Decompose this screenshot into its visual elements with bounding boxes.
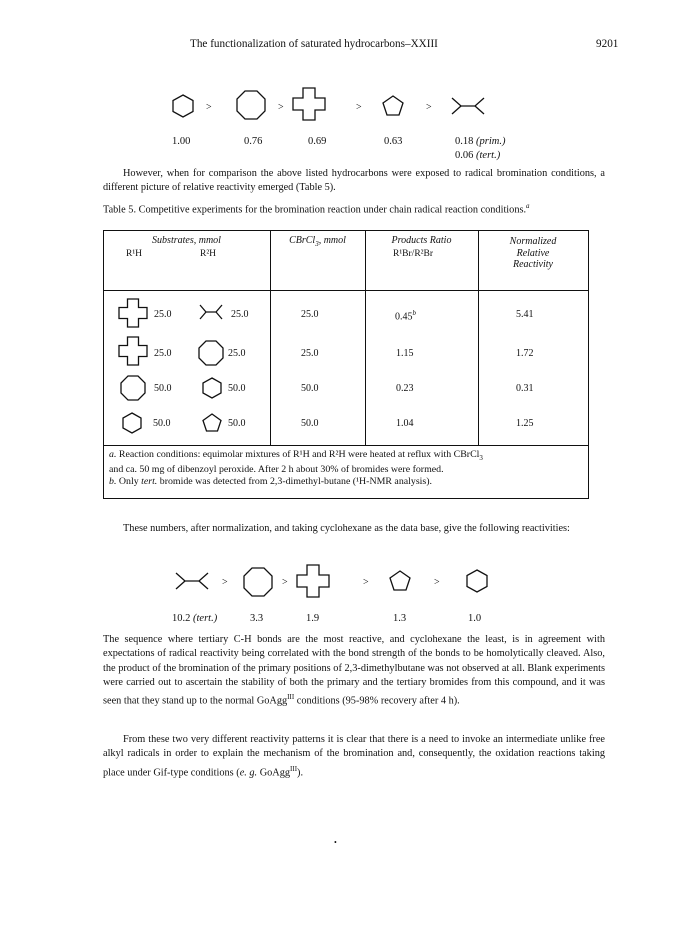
cyclooctane-structure <box>243 567 273 597</box>
table-cell: 5.41 <box>516 309 534 320</box>
greater-than-sign: > <box>356 102 362 113</box>
column-header: Substrates, mmol <box>152 235 221 246</box>
reactivity-value: 1.00 <box>172 136 191 147</box>
footnote-b: b. Only tert. bromide was detected from 2,3-dimethyl-butane (¹H-NMR analysis). <box>109 475 433 487</box>
cyclohexane-structure <box>171 94 195 118</box>
paragraph: From these two very different reactivity patterns it is clear that there is a need to invoke an intermediate unlike free alkyl radicals in order to explain the mechanism of the bromination and, consequently, the oxidation reactions taking place under Gif-type conditions (e. g. GoAgg$^{III}$). <box>103 734 605 779</box>
greater-than-sign: > <box>206 102 212 113</box>
table-cell: 0.23 <box>396 383 414 394</box>
cyclooctane-structure <box>236 90 266 120</box>
cyclohexane-structure <box>465 569 489 593</box>
table-cell: 50.0 <box>154 383 172 394</box>
cyclooctane-structure <box>120 375 146 401</box>
reactivity-value: 0.76 <box>244 136 263 147</box>
reactivity-value: 1.0 <box>468 613 482 624</box>
cyclopentane-structure <box>382 95 404 116</box>
table-footnotes <box>109 449 585 488</box>
column-header: CBrCl$_3$, mmol <box>289 235 346 248</box>
table-rule <box>103 498 589 499</box>
table-rule <box>103 230 589 231</box>
table-cell: 25.0 <box>154 309 172 320</box>
column-header: Products Ratio <box>391 235 452 246</box>
dimethylbutane-structure <box>198 303 224 321</box>
table-rule <box>103 290 589 291</box>
table-rule <box>365 230 366 445</box>
table-cell: 25.0 <box>154 348 172 359</box>
table-cell: 1.04 <box>396 418 414 429</box>
reactivity-value: 0.63 <box>384 136 403 147</box>
page-number: 9201 <box>596 38 619 50</box>
column-header: Normalized Relative Reactivity <box>509 236 557 270</box>
cyclododecane-structure <box>296 564 330 598</box>
dimethylbutane-structure <box>174 570 210 592</box>
table-cell: 1.25 <box>516 418 534 429</box>
table-rule <box>103 445 589 446</box>
reactivity-value: 10.2 (tert.) <box>172 613 218 624</box>
table-cell: 1.72 <box>516 348 534 359</box>
bottom-dot: • <box>334 838 337 847</box>
greater-than-sign: > <box>426 102 432 113</box>
table-cell: 50.0 <box>153 418 171 429</box>
paragraph: However, when for comparison the above listed hydrocarbons were exposed to radical bromination conditions, a different picture of relative reactivity emerged (Table 5). <box>103 168 605 194</box>
footnote-a-cont: and ca. 50 mg of dibenzoyl peroxide. After 2 h about 30% of bromides were formed. <box>109 463 444 475</box>
dimethylbutane-structure <box>450 95 486 117</box>
table-cell: 25.0 <box>301 348 319 359</box>
table-caption: Table 5. Competitive experiments for the bromination reaction under chain radical reaction conditions.$^a$ <box>103 202 530 216</box>
column-subheader: R¹Br/R²Br <box>393 249 434 259</box>
table-cell: 0.31 <box>516 383 534 394</box>
table-cell: 25.0 <box>228 348 246 359</box>
reactivity-value: 0.06 (tert.) <box>455 150 501 161</box>
cyclohexane-structure <box>121 412 143 434</box>
table-cell: 50.0 <box>301 383 319 394</box>
cyclopentane-structure <box>389 570 411 591</box>
table-cell: 25.0 <box>231 309 249 320</box>
table-cell: 0.45$^b$ <box>395 309 416 323</box>
table-cell: 25.0 <box>301 309 319 320</box>
reactivity-value: 0.69 <box>308 136 327 147</box>
cyclopentane-structure <box>202 413 222 432</box>
reactivity-value: 1.9 <box>306 613 320 624</box>
greater-than-sign: > <box>278 102 284 113</box>
greater-than-sign: > <box>282 577 288 588</box>
reactivity-value: 0.18 (prim.) <box>455 136 506 147</box>
table-cell: 50.0 <box>301 418 319 429</box>
reactivity-value: 1.3 <box>393 613 407 624</box>
running-title: The functionalization of saturated hydrocarbons–XXIII <box>190 38 438 50</box>
table-rule <box>270 230 271 445</box>
paragraph: The sequence where tertiary C-H bonds are the most reactive, and cyclohexane the least, is in agreement with expectations of radical reactivity being correlated with the bond strength of the bonds to be homolytically cleaved. Also, the product of the bromination of the primary positions of 2,3-dimethylbutane was not observed at all. Blank experiments were carried out to ascertain the stability of both the primary and the tertiary bromides from this compound, and it was seen that they stand up to the normal GoAgg$^{III}$ conditions (95-98% recovery after 4 h). <box>103 634 605 707</box>
cyclododecane-structure <box>118 336 148 366</box>
cyclohexane-structure <box>201 377 223 399</box>
cyclooctane-structure <box>198 340 224 366</box>
column-subheader: R²H <box>200 249 217 259</box>
column-subheader: R¹H <box>126 249 143 259</box>
table-rule <box>588 230 589 498</box>
footnote-a: a. Reaction conditions: equimolar mixtures of R¹H and R²H were heated at reflux with CBrCl$_3$ <box>109 449 483 462</box>
table-cell: 1.15 <box>396 348 414 359</box>
reactivity-value: 3.3 <box>250 613 264 624</box>
table-cell: 50.0 <box>228 383 246 394</box>
table-cell: 50.0 <box>228 418 246 429</box>
paragraph: These numbers, after normalization, and taking cyclohexane as the data base, give the following reactivities: <box>123 523 570 534</box>
table-rule <box>103 230 104 498</box>
cyclododecane-structure <box>292 87 326 121</box>
greater-than-sign: > <box>363 577 369 588</box>
cyclododecane-structure <box>118 298 148 328</box>
greater-than-sign: > <box>222 577 228 588</box>
greater-than-sign: > <box>434 577 440 588</box>
